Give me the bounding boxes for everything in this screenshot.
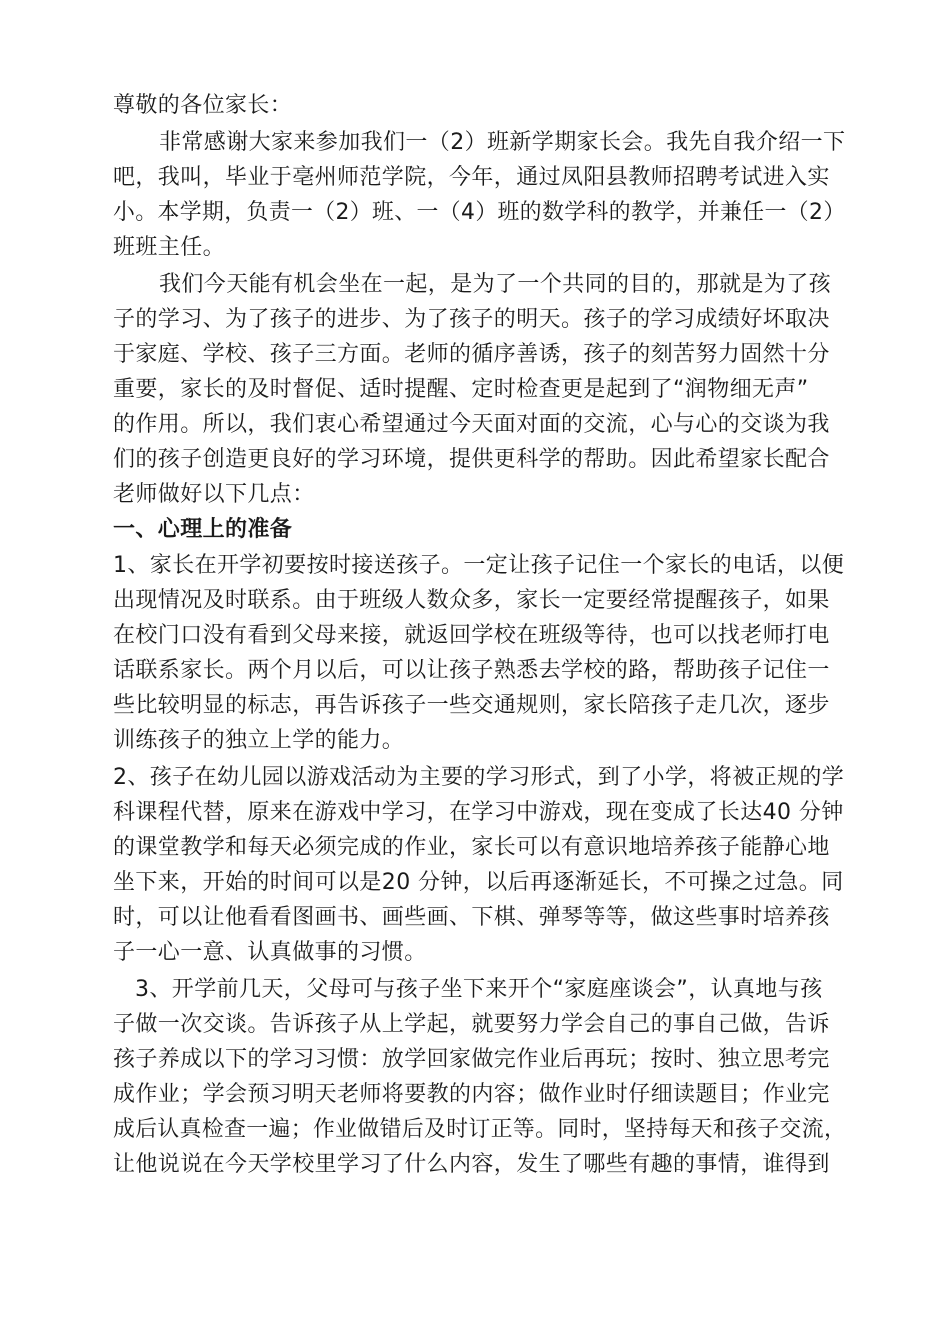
paragraph-line: 些比较明显的标志，再告诉孩子一些交通规则，家长陪孩子走几次，逐步 xyxy=(113,693,830,718)
paragraph-line: 小。本学期，负责一（2）班、一（4）班的数学科的教学，并兼任一（2） xyxy=(113,200,846,225)
paragraph-line: 子的学习、为了孩子的进步、为了孩子的明天。孩子的学习成绩好坏取决 xyxy=(113,307,830,332)
paragraph-line: 时，可以让他看看图画书、画些画、下棋、弹琴等等，做这些事时培养孩 xyxy=(113,905,830,930)
paragraph-line: 子做一次交谈。告诉孩子从上学起，就要努力学会自己的事自己做，告诉 xyxy=(113,1012,830,1037)
paragraph-line: 吧，我叫，毕业于亳州师范学院，今年，通过凤阳县教师招聘考试进入实 xyxy=(113,165,830,190)
paragraph-line: 3、开学前几天，父母可与孩子坐下来开个“家庭座谈会”，认真地与孩 xyxy=(135,977,823,1002)
salutation: 尊敬的各位家长： xyxy=(113,93,293,118)
paragraph-line: 在校门口没有看到父母来接，就返回学校在班级等待，也可以找老师打电 xyxy=(113,623,830,648)
paragraph-line: 我们今天能有机会坐在一起，是为了一个共同的目的，那就是为了孩 xyxy=(159,272,832,297)
paragraph-line: 重要，家长的及时督促、适时提醒、定时检查更是起到了“润物细无声” xyxy=(113,377,809,402)
paragraph-line: 老师做好以下几点： xyxy=(113,482,315,507)
paragraph-line: 成作业；学会预习明天老师将要教的内容；做作业时仔细读题目；作业完 xyxy=(113,1082,830,1107)
paragraph-line: 的课堂教学和每天必须完成的作业，家长可以有意识地培养孩子能静心地 xyxy=(113,835,830,860)
paragraph-line: 1、家长在开学初要按时接送孩子。一定让孩子记住一个家长的电话，以便 xyxy=(113,553,845,578)
paragraph-line: 2、孩子在幼儿园以游戏活动为主要的学习形式，到了小学，将被正规的学 xyxy=(113,765,845,790)
paragraph-line: 成后认真检查一遍；作业做错后及时订正等。同时，坚持每天和孩子交流， xyxy=(113,1117,847,1142)
paragraph-line: 训练孩子的独立上学的能力。 xyxy=(113,728,405,753)
paragraph-line: 非常感谢大家来参加我们一（2）班新学期家长会。我先自我介绍一下 xyxy=(159,130,846,155)
paragraph-line: 出现情况及时联系。由于班级人数众多，家长一定要经常提醒孩子，如果 xyxy=(113,588,830,613)
paragraph-line: 子一心一意、认真做事的习惯。 xyxy=(113,940,427,965)
paragraph-line: 们的孩子创造更良好的学习环境，提供更科学的帮助。因此希望家长配合 xyxy=(113,447,830,472)
paragraph-line: 让他说说在今天学校里学习了什么内容，发生了哪些有趣的事情，谁得到 xyxy=(113,1152,830,1177)
paragraph-line: 班班主任。 xyxy=(113,235,226,260)
paragraph-line: 科课程代替，原来在游戏中学习，在学习中游戏，现在变成了长达40 分钟 xyxy=(113,800,844,825)
paragraph-line: 话联系家长。两个月以后，可以让孩子熟悉去学校的路，帮助孩子记住一 xyxy=(113,658,830,683)
section-heading: 一、心理上的准备 xyxy=(113,517,293,542)
paragraph-line: 孩子养成以下的学习习惯：放学回家做完作业后再玩；按时、独立思考完 xyxy=(113,1047,830,1072)
paragraph-line: 的作用。所以，我们衷心希望通过今天面对面的交流，心与心的交谈为我 xyxy=(113,412,830,437)
paragraph-line: 坐下来，开始的时间可以是20 分钟，以后再逐渐延长，不可操之过急。同 xyxy=(113,870,844,895)
paragraph-line: 于家庭、学校、孩子三方面。老师的循序善诱，孩子的刻苦努力固然十分 xyxy=(113,342,830,367)
